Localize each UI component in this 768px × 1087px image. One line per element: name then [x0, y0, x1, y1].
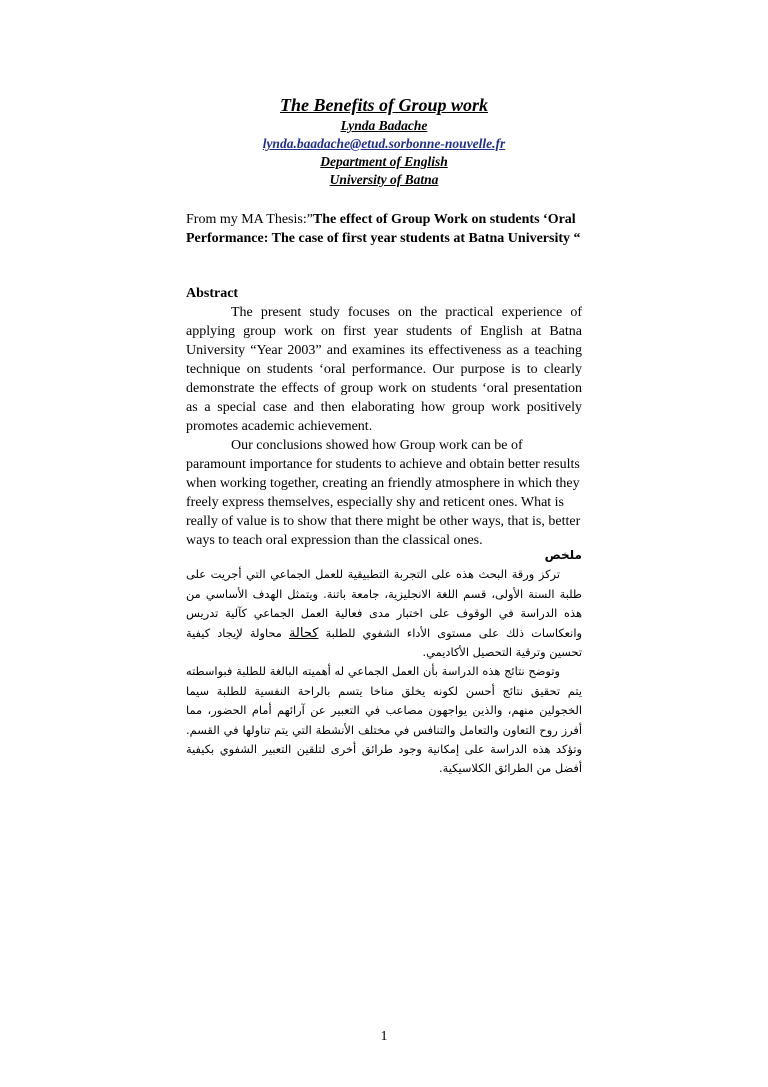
thesis-prefix: From my MA Thesis:” — [186, 212, 313, 227]
abstract-paragraph: The present study focuses on the practical experience of applying group work on first year students of English at Batna University “Year 2003” and examines its effectiveness as a teaching technique on students ‘oral performance. Our purpose is to clearly demonstrate the effects of group work on students ‘oral presentation as a special case and then elaborating how group work positively promotes academic achievement. — [186, 305, 582, 434]
page-number: 1 — [380, 1029, 388, 1044]
university: University of Batna — [329, 172, 439, 187]
abstract-heading: Abstract — [186, 286, 239, 301]
arabic-paragraph — [186, 565, 582, 662]
department: Department of English — [320, 154, 448, 169]
author-email-link[interactable]: lynda.baadache@etud.sorbonne-nouvelle.fr — [262, 136, 506, 151]
abstract-section — [186, 284, 582, 550]
author-name: Lynda Badache — [340, 118, 428, 133]
arabic-underlined-word: كحالة — [288, 625, 319, 641]
arabic-abstract-heading: ملخص — [544, 548, 582, 562]
arabic-text: محاولة لإيجاد كيفية تحسين وترقية التحصيل الأكاديمي. — [186, 625, 582, 660]
thesis-title: The effect of Group Work on students ‘Oral Performance: The case of first year students at Batna University “ — [186, 212, 581, 246]
arabic-paragraph: وتوضح نتائج هذه الدراسة بأن العمل الجماعي له أهميته البالغة للطلبة فبواسطته يتم تحقيق نتائج أحسن لكونه يخلق مناخا يتسم بالراحة النفسية للطلبة سيما الخجولين منهم، والذين يواجهون مصاعب في التعبير عن آرائهم أمام الحضور، مما أفرز روح التعاون والتعامل والتنافس في مختلف الأنشطة التي يتم تناولها في القسم. وتؤكد هذه الدراسة على إمكانية وجود طرائق أخرى لتلقين التعبير الشفوي بكيفية أفضل من الطرائق الكلاسيكية. — [186, 664, 582, 776]
arabic-text: تركز ورقة البحث هذه على التجربة التطبيقية للعمل الجماعي التي أجريت على طلبة السنة الأولى، قسم اللغة الانجليزية، جامعة باتنة. ويتمثل الهدف الأساسي من هذه الدراسة في الوقوف على اختبار مدى فعالية العمل الجماعي كآلية تدريس وانعكاسات ذلك على مستوى الأداء الشفوي للطلبة — [186, 567, 582, 640]
arabic-abstract — [186, 546, 582, 779]
thesis-reference — [186, 210, 582, 248]
document-title: The Benefits of Group work — [279, 95, 488, 115]
abstract-paragraph: Our conclusions showed how Group work can be of paramount importance for students to achieve and obtain better results when working together, creating an friendly atmosphere in which they freely express themselves, especially shy and reticent ones. What is really of value is to show that there might be other ways, that is, better ways to teach oral expression than the classical ones. — [186, 438, 581, 548]
title-block — [186, 93, 582, 189]
